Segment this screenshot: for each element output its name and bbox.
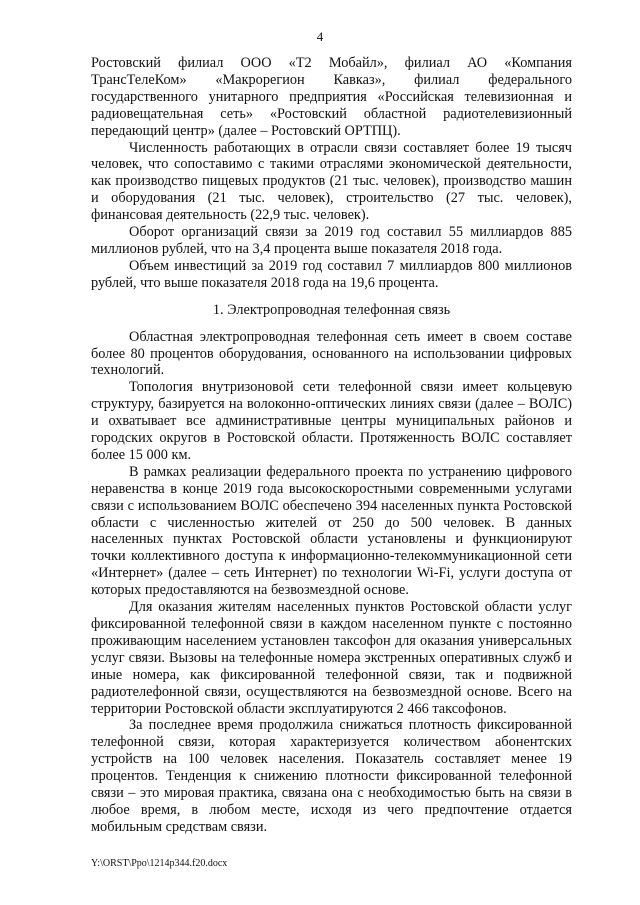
page-number: 4	[316, 29, 324, 44]
paragraph-payphones: Для оказания жителям населенных пунктов Ростовской области услуг фиксированной телефонной связи в каждом населенном пункте с постоянно проживающим населением установлен таксофон для оказания универсальных услуг связи. Вызовы на телефонные номера экстренных оперативных служб и иные номера, как фиксированной телефонной связи, так и подвижной радиотелефонной связи, осуществляются на безвозмездной основе. Всего на территории Ростовской области эксплуатируются 2 466 таксофонов.	[91, 599, 572, 717]
document-body	[91, 55, 572, 836]
paragraph-operators: Ростовский филиал ООО «Т2 Мобайл», филиал АО «Компания ТрансТелеКом» «Макрорегион Кавказ», филиал федерального государственного унитарного предприятия «Российская телевизионная и радиовещательная сеть» «Ростовский областной радиотелевизионный передающий центр» (далее – Ростовский ОРТПЦ).	[91, 55, 572, 139]
paragraph-network-topology: Топология внутризоновой сети телефонной связи имеет кольцевую структуру, базируется на волоконно-оптических линиях связи (далее – ВОЛС) и охватывает все административные центры муниципальных районов и городских округов в Ростовской области. Протяженность ВОЛС составляет более 15 000 км.	[91, 379, 572, 463]
paragraph-employment: Численность работающих в отрасли связи составляет более 19 тысяч человек, что сопоставимо с такими отраслями экономической деятельности, как производство пищевых продуктов (21 тыс. человек), производство машин и оборудования (21 тыс. человек), строительство (27 тыс. человек), финансовая деятельность (22,9 тыс. человек).	[91, 139, 572, 224]
paragraph-digital-equipment: Областная электропроводная телефонная сеть имеет в своем составе более 80 процентов оборудования, основанного на использовании цифровых технологий.	[91, 328, 572, 379]
paragraph-investment: Объем инвестиций за 2019 год составил 7 миллиардов 800 миллионов рублей, что выше показателя 2018 года на 19,6 процента.	[91, 257, 572, 291]
paragraph-density: За последнее время продолжила снижаться плотность фиксированной телефонной связи, которая характеризуется количеством абонентских устройств на 100 человек населения. Показатель составляет менее 19 процентов. Тенденция к снижению плотности фиксированной телефонной связи – это мировая практика, связана она с необходимостью быть на связи в любое время, в любом месте, исходя из чего предпочтение отдается мобильным средствам связи.	[91, 717, 572, 835]
paragraph-turnover: Оборот организаций связи за 2019 год составил 55 миллиардов 885 миллионов рублей, что на 3,4 процента выше показателя 2018 года.	[91, 224, 572, 257]
file-path-footer: Y:\ORST\Ppo\1214p344.f20.docx	[91, 858, 228, 869]
section-heading: 1. Электропроводная телефонная связь	[212, 301, 451, 318]
paragraph-digital-divide: В рамках реализации федерального проекта по устранению цифрового неравенства в конце 2019 года высокоскоростными современными услугами связи с использованием ВОЛС обеспечено 394 населенных пункта Ростовской области с численностью жителей от 250 до 500 человек. В данных населенных пунктах Ростовской области установлены и функционируют точки коллективного доступа к информационно-телекоммуникационной сети «Интернет» (далее – сеть Интернет) по технологии Wi-Fi, услуги доступа от которых предоставляются на безвозмездной основе.	[91, 463, 572, 599]
